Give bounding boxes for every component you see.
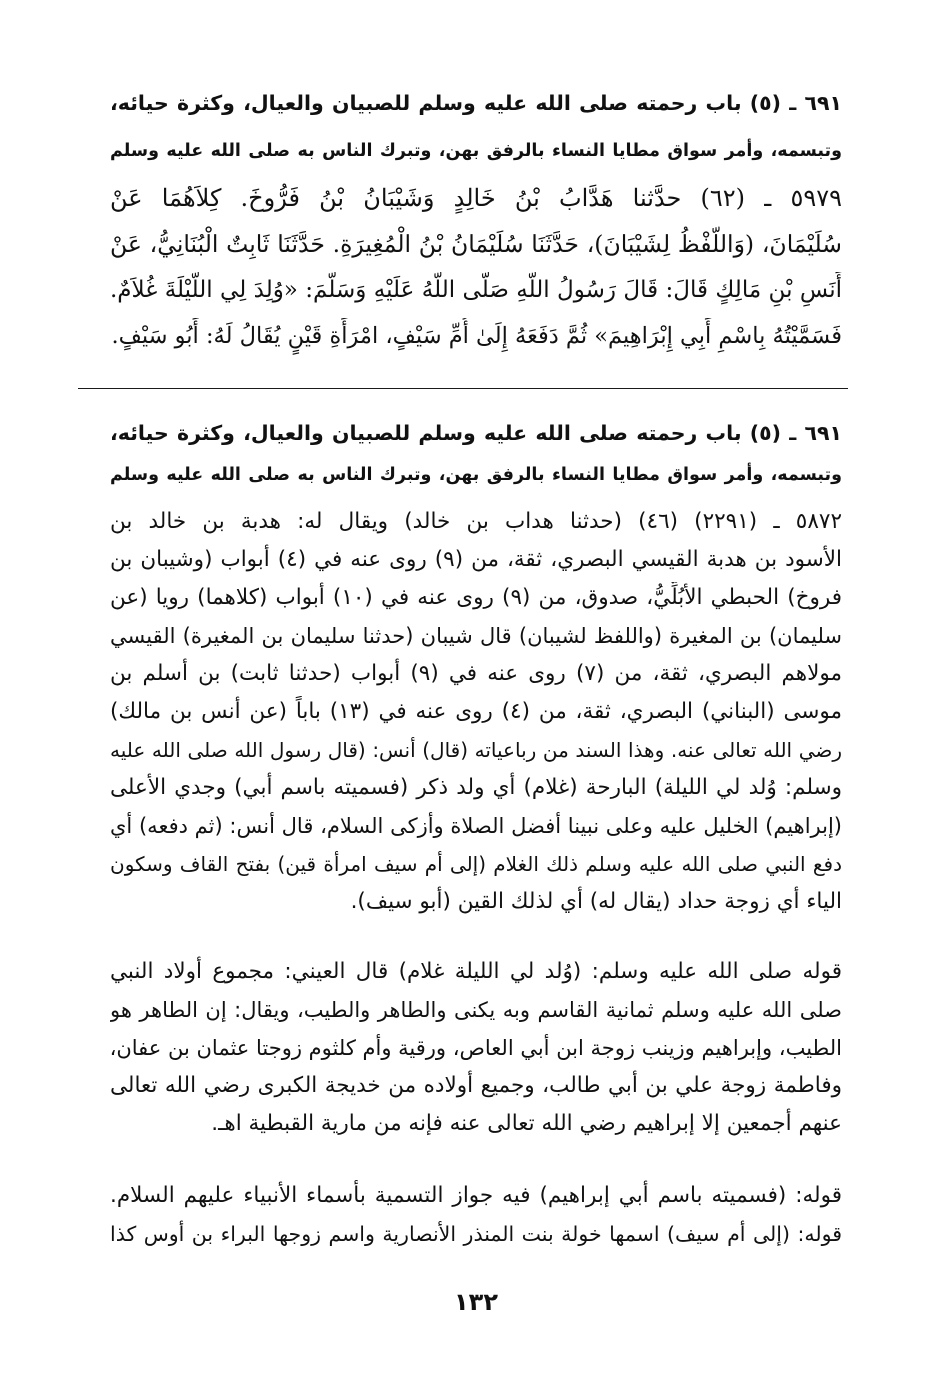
commentary-p1-line-10: دفع النبي صلى الله عليه وسلم ذلك الغلام (إلى أم سيف امرأة قين) بفتح القاف وسكون (110, 852, 842, 876)
commentary-p1-line-2: الأسود بن هدبة القيسي البصري، ثقة، من (٩) روى عنه في (٤) أبواب (وشيبان بن (110, 547, 842, 572)
commentary-p1-line-1: ٥٨٧٢ ـ (٢٢٩١) (٤٦) (حدثنا هداب بن خالد) ويقال له: هدبة بن خالد بن (110, 509, 842, 534)
top-chapter-title-line-1: ٦٩١ ـ (٥) باب رحمته صلى الله عليه وسلم للصبيان والعيال، وكثرة حيائه، (110, 91, 842, 115)
commentary-p3-line-1: قوله: (فسميته باسم أبي إبراهيم) فيه جواز التسمية بأسماء الأنبياء عليهم السلام. (110, 1183, 842, 1208)
commentary-p2-line-4: وفاطمة زوجة علي بن أبي طالب، وجميع أولاده من خديجة الكبرى رضي الله تعالى (110, 1073, 842, 1098)
commentary-p2-line-3: الطيب، وإبراهيم وزينب زوجة ابن أبي العاص، ورقية وأم كلثوم زوجتا عثمان بن عفان، (110, 1036, 842, 1060)
commentary-p1-line-11: الياء أي زوجة حداد (يقال له) أي لذلك القين (أبو سيف). (350, 889, 842, 914)
bottom-chapter-title-line-2: وتبسمه، وأمر سواق مطايا النساء بالرفق بهن، وتبرك الناس به صلى الله عليه وسلم (110, 465, 842, 485)
hadith-text-line-3: أَنَسِ بْنِ مَالِكٍ قَالَ: قَالَ رَسُولُ اللّهِ صَلَّى اللّهُ عَلَيْهِ وَسَلَّمَ: «وُلِدَ لِي اللَّيْلَةَ غُلاَمٌ. (110, 277, 842, 303)
section-divider (78, 388, 848, 389)
hadith-text-line-1: ٥٩٧٩ ـ (٦٢) حدَّثنا هَدَّابُ بْنُ خَالِدٍ وَشَيْبَانُ بْنُ فَرُّوخَ. كِلاَهُمَا عَنْ (110, 184, 842, 212)
commentary-p2-line-1: قوله صلى الله عليه وسلم: (وُلد لي الليلة غلام) قال العيني: مجموع أولاد النبي (110, 959, 842, 984)
commentary-p1-line-7: رضي الله تعالى عنه. وهذا السند من رباعياته (قال) أنس: (قال رسول الله صلى الله عليه (110, 738, 842, 762)
commentary-p1-line-5: مولاهم البصري، ثقة، من (٧) روى عنه في (٩) أبواب (حدثنا ثابت) بن أسلم بن (110, 661, 842, 686)
commentary-p2-line-5: عنهم أجمعين إلا إبراهيم رضي الله تعالى عنه فإنه من مارية القبطية اهـ. (211, 1111, 842, 1136)
commentary-p2-line-2: صلى الله عليه وسلم ثمانية القاسم وبه يكنى والطاهر والطيب، ويقال: إن الطاهر هو (110, 998, 842, 1022)
page-number: ١٣٢ (454, 1288, 498, 1316)
commentary-p1-line-4: سليمان) بن المغيرة (واللفظ لشيبان) قال شيبان (حدثنا سليمان بن المغيرة) القيسي (110, 624, 842, 648)
commentary-p1-line-3: فروخ) الحبطي الأبُلِّيُّ، صدوق، من (٩) روى عنه في (١٠) أبواب (كلاهما) رويا (عن (110, 585, 842, 610)
bottom-chapter-title-line-1: ٦٩١ ـ (٥) باب رحمته صلى الله عليه وسلم للصبيان والعيال، وكثرة حيائه، (110, 421, 842, 445)
top-chapter-title-line-2: وتبسمه، وأمر سواق مطايا النساء بالرفق بهن، وتبرك الناس به صلى الله عليه وسلم (110, 141, 842, 161)
hadith-text-line-4: فَسَمَّيْتُهُ بِاسْمِ أَبِي إِبْرَاهِيمَ» ثُمَّ دَفَعَهُ إِلَىٰ أُمِّ سَيْفٍ، امْرَأَةِ قَيْنٍ يُقَالُ لَهُ: أَبُو سَيْفٍ. (111, 323, 842, 349)
commentary-p1-line-9: (إبراهيم) الخليل عليه وعلى نبينا أفضل الصلاة وأزكى السلام، قال أنس: (ثم دفعه) أي (110, 814, 842, 838)
commentary-p3-line-2: قوله: (إلى أم سيف) اسمها خولة بنت المنذر الأنصارية واسم زوجها البراء بن أوس كذا (110, 1222, 842, 1246)
commentary-p1-line-8: وسلم: وُلد لي الليلة) البارحة (غلام) أي ولد ذكر (فسميته باسم أبي) وجدي الأعلى (110, 775, 842, 800)
commentary-p1-line-6: موسى (البناني) البصري، ثقة، من (٤) روى عنه في (١٣) باباً (عن أنس بن مالك) (110, 699, 842, 724)
hadith-text-line-2: سُلَيْمَانَ، (وَاللَّفْظُ لِشَيْبَانَ)، حَدَّثَنَا سُلَيْمَانُ بْنُ الْمُغِيرَةِ. حَدَّثَنَا ثَابِتٌ الْبُنَانِيُّ، عَنْ (110, 230, 842, 258)
